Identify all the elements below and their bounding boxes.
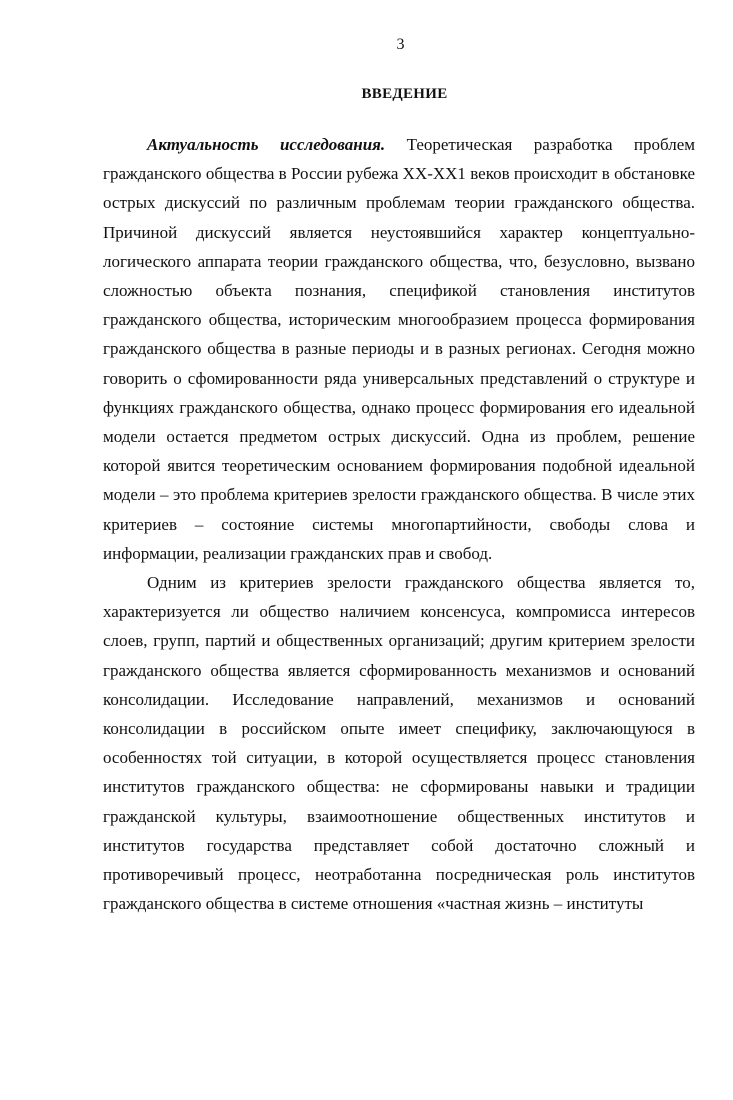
paragraph-lead-heading: Актуальность исследования. [147,135,386,154]
page-number: 3 [396,36,405,53]
body-text [103,130,695,918]
section-title: ВВЕДЕНИЕ [361,86,448,102]
paragraph-criteria-text: Одним из критериев зрелости гражданского общества является то, характеризуется ли общество наличием консенсуса, компромисса интересов слоев, групп, партий и общественных организаций; другим критерием зрелости гражданского общества является сформированность механизмов и оснований консолидации. Исследование направлений, механизмов и оснований консолидации в российском опыте имеет специфику, заключающуюся в особенностях той ситуации, в которой осуществляется процесс становления институтов гражданского общества: не сформированы навыки и традиции гражданской культуры, взаимоотношение общественных институтов и институтов государства представляет собой достаточно сложный и противоречивый процесс, неотработанна посредническая роль институтов гражданского общества в системе отношения «частная жизнь – институты [103,573,695,914]
paragraph-criteria [103,568,695,918]
paragraph-relevance-text: Теоретическая разработка проблем гражданского общества в России рубежа XX-XX1 веков происходит в обстановке острых дискуссий по различным проблемам теории гражданского общества. Причиной дискуссий является неустоявшийся характер концептуально-логического аппарата теории гражданского общества, что, безусловно, вызвано сложностью объекта познания, спецификой становления институтов гражданского общества, историческим многообразием процесса формирования гражданского общества в разные периоды и в разных регионах. Сегодня можно говорить о сфомированности ряда универсальных представлений о структуре и функциях гражданского общества, однако процесс формирования его идеальной модели остается предметом острых дискуссий. Одна из проблем, решение которой явится теоретическим основанием формирования подобной идеальной модели – это проблема критериев зрелости гражданского общества. В числе этих критериев – состояние системы многопартийности, свободы слова и информации, реализации гражданских прав и свобод. [103,135,696,563]
paragraph-relevance [103,130,695,568]
